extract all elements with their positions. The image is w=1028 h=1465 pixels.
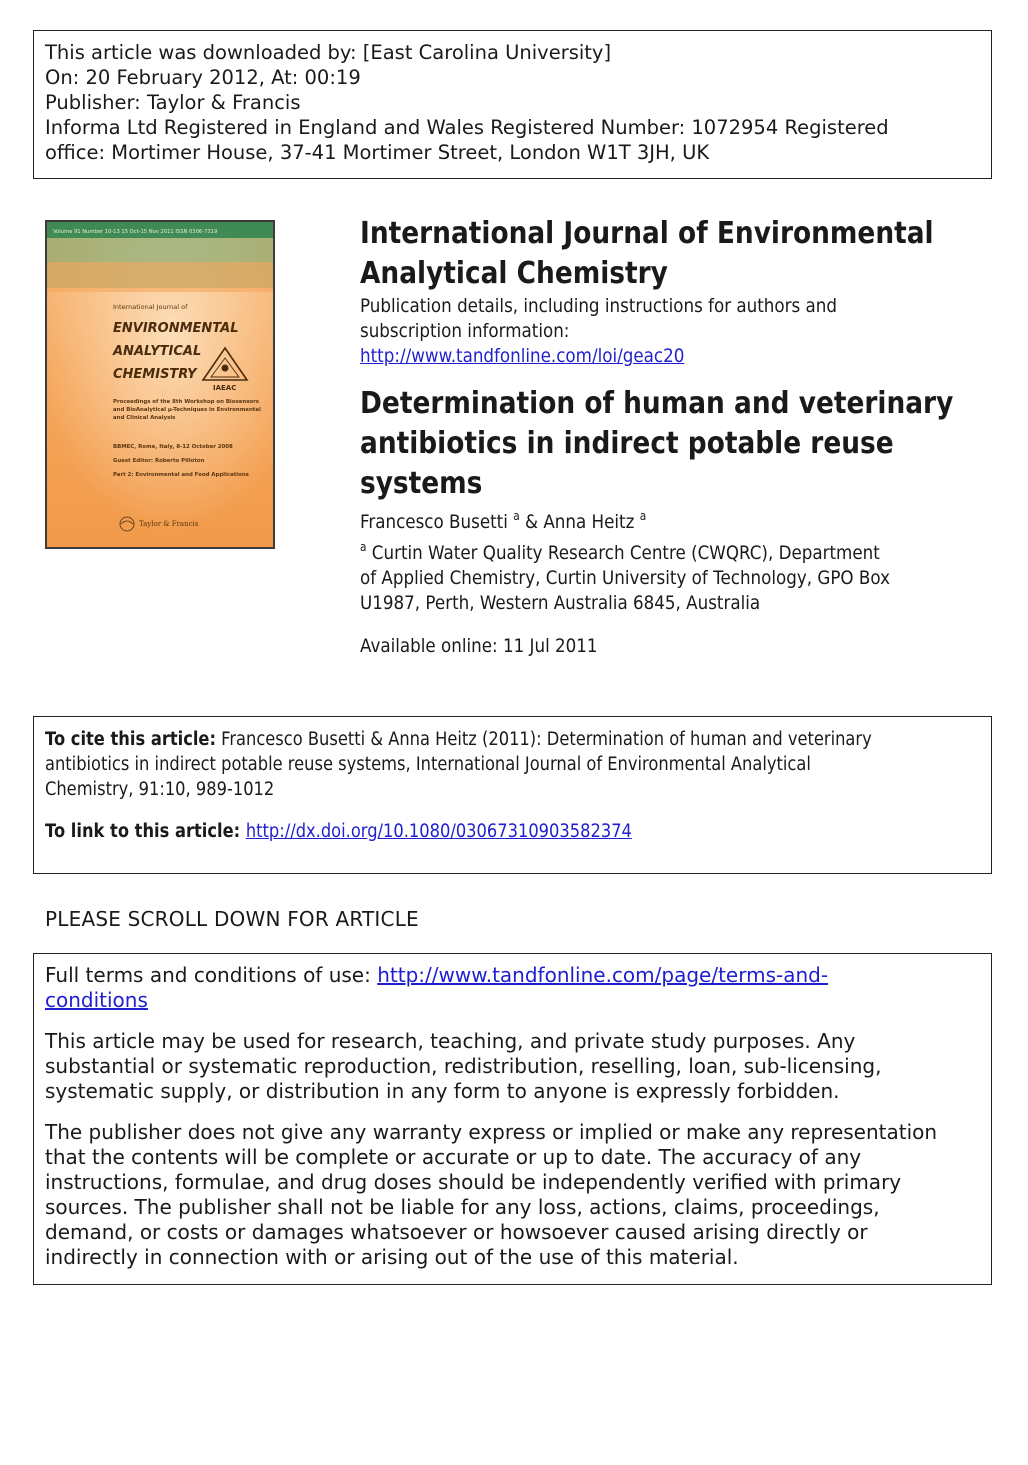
cite-text: Francesco Busetti & Anna Heitz (2011): Determination of human and veterinary [215, 729, 872, 750]
cover-title-line: ANALYTICAL [113, 344, 202, 359]
terms-intro: Full terms and conditions of use: [45, 963, 378, 987]
download-notice-line: This article was downloaded by: [East Carolina University] [45, 41, 612, 64]
download-notice-line: Publisher: Taylor & Francis [45, 91, 301, 114]
publication-details-line: subscription information: [360, 320, 570, 342]
article-title-line: systems [360, 466, 483, 501]
terms-text-line: instructions, formulae, and drug doses should be independently verified with primary [45, 1170, 902, 1194]
doi-link[interactable]: http://dx.doi.org/10.1080/03067310903582374 [245, 821, 632, 842]
cover-event-text: BBMEC, Rome, Italy, 8-12 October 2008 [113, 444, 233, 450]
article-title-line: Determination of human and veterinary [360, 386, 954, 421]
download-notice-line: office: Mortimer House, 37-41 Mortimer Street, London W1T 3JH, UK [45, 141, 710, 164]
affiliation-line: U1987, Perth, Western Australia 6845, Australia [360, 592, 761, 614]
terms-text-line: The publisher does not give any warranty express or implied or make any representation [45, 1120, 938, 1144]
affiliation-marker: a [513, 509, 520, 523]
download-notice-line: On: 20 February 2012, At: 00:19 [45, 66, 361, 89]
cite-text: Chemistry, 91:10, 989-1012 [45, 779, 275, 800]
scroll-notice: PLEASE SCROLL DOWN FOR ARTICLE [45, 907, 419, 931]
cover-proceedings-text: Proceedings of the 8th Workshop on Biosensors and BioAnalytical µ-Techniques in Environmental and Clinical Analysis [113, 399, 261, 421]
journal-url-link[interactable]: http://www.tandfonline.com/loi/geac20 [360, 345, 685, 367]
terms-text-line: systematic supply, or distribution in any form to anyone is expressly forbidden. [45, 1079, 840, 1103]
cover-title-line: ENVIRONMENTAL [113, 321, 239, 336]
affiliation [360, 541, 990, 616]
author-name: Francesco Busetti [360, 511, 508, 533]
available-online [360, 634, 990, 659]
cite-label: To cite this article: [45, 729, 216, 750]
author-separator: & [519, 511, 544, 533]
author-list [360, 510, 990, 535]
cover-title-line: CHEMISTRY [113, 367, 197, 382]
terms-link[interactable]: http://www.tandfonline.com/page/terms-and- [377, 963, 829, 987]
terms-link-continued[interactable]: conditions [45, 988, 148, 1012]
publication-details [360, 294, 990, 369]
affiliation-line: Curtin Water Quality Research Centre (CWQRC), Department [371, 542, 880, 564]
cover-header-text: Volume 91 Number 10-13 15 Oct-15 Nov 2011 ISSN 0306-7319 [53, 229, 218, 235]
terms-text-line: This article may be used for research, teaching, and private study purposes. Any [45, 1029, 856, 1053]
affiliation-line: of Applied Chemistry, Curtin University of Technology, GPO Box [360, 567, 890, 589]
article-title [360, 384, 990, 504]
journal-title [360, 214, 990, 294]
terms-text-line: demand, or costs or damages whatsoever or howsoever caused arising directly or [45, 1220, 868, 1244]
publication-details-line: Publication details, including instructions for authors and [360, 295, 837, 317]
journal-cover-image [45, 220, 275, 549]
cover-kicker: International Journal of [113, 303, 188, 311]
terms-text-line: indirectly in connection with or arising out of the use of this material. [45, 1245, 739, 1269]
cover-publisher-text: Taylor & Francis [139, 520, 199, 528]
terms-box [33, 953, 992, 1285]
journal-title-line: International Journal of Environmental [360, 216, 934, 251]
link-label: To link to this article: [45, 821, 246, 842]
article-title-line: antibiotics in indirect potable reuse [360, 426, 894, 461]
download-notice-line: Informa Ltd Registered in England and Wales Registered Number: 1072954 Registered [45, 116, 889, 139]
cite-text: antibiotics in indirect potable reuse systems, International Journal of Environmental Analytical [45, 754, 811, 775]
author-name: Anna Heitz [543, 511, 635, 533]
terms-text-line: substantial or systematic reproduction, redistribution, reselling, loan, sub-licensing, [45, 1054, 882, 1078]
available-online-text: Available online: 11 Jul 2011 [360, 635, 598, 657]
journal-cover-art [47, 222, 273, 547]
citation-box [33, 716, 992, 874]
cover-badge-text: IAEAC [213, 384, 237, 392]
terms-text-line: that the contents will be complete or accurate or up to date. The accuracy of any [45, 1145, 862, 1169]
terms-text-line: sources. The publisher shall not be liable for any loss, actions, claims, proceedings, [45, 1195, 880, 1219]
affiliation-marker: a [639, 509, 647, 523]
journal-title-line: Analytical Chemistry [360, 256, 668, 291]
affiliation-marker: a [360, 540, 367, 554]
cover-editor-text: Guest Editor: Roberto Pilloton [113, 458, 205, 464]
download-notice-box [33, 30, 992, 179]
cover-part-text: Part 2: Environmental and Food Applications [113, 472, 249, 478]
